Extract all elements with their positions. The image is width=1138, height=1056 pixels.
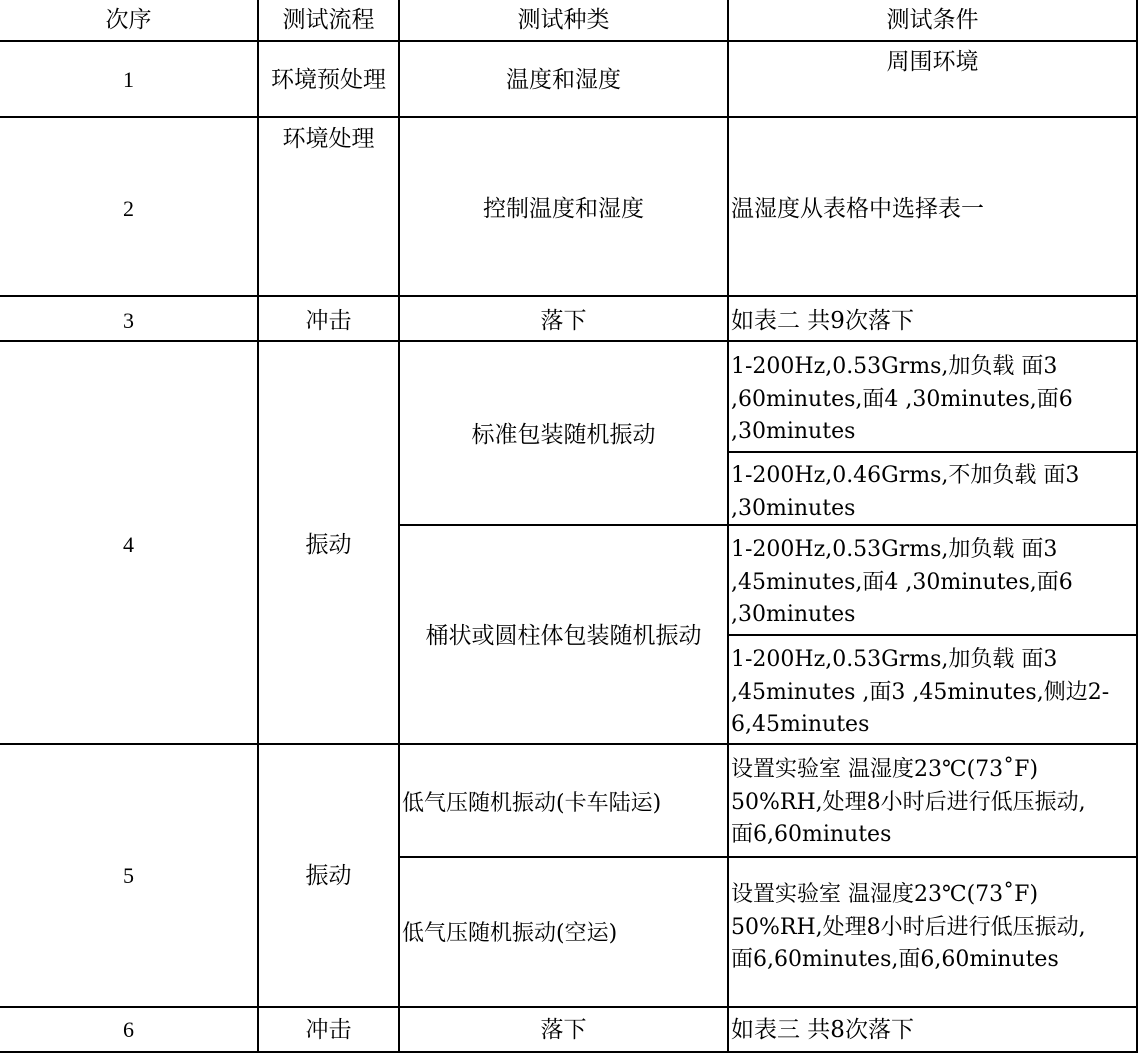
- row-4-order: 4: [123, 532, 134, 557]
- row-3-type: 落下: [540, 308, 587, 334]
- row-5-type-2: 低气压随机振动(空运): [402, 921, 618, 946]
- row-6-order: 6: [123, 1017, 134, 1042]
- row-4-type-2: 桶状或圆柱体包装随机振动: [425, 623, 702, 649]
- row-4-condition-2: 1-200Hz,0.46Grms,不加负载 面3 ,30minutes: [731, 463, 1080, 521]
- row-2-type: 控制温度和湿度: [483, 196, 644, 222]
- row-6-process: 冲击: [305, 1017, 352, 1043]
- row-5-condition-2: 设置实验室 温湿度23℃(73˚F) 50%RH,处理8小时后进行低压振动, 面6,60minutes,面6,60minutes: [731, 882, 1086, 972]
- row-5-process: 振动: [305, 863, 352, 889]
- row-2-conditions: 温湿度从表格中选择表一: [731, 196, 984, 222]
- row-3-conditions: 如表二 共9次落下: [731, 308, 914, 334]
- row-1-order: 1: [123, 67, 134, 92]
- header-process: 测试流程: [282, 7, 375, 33]
- row-4-process: 振动: [305, 532, 352, 558]
- rule: [728, 451, 1138, 453]
- rule: [0, 1006, 1138, 1008]
- rule: [0, 40, 1138, 42]
- row-2-process: 环境处理: [282, 126, 375, 152]
- header-type: 测试种类: [517, 7, 610, 33]
- rule: [728, 634, 1138, 636]
- rule: [727, 0, 729, 1053]
- header-order: 次序: [105, 7, 152, 33]
- rule: [398, 856, 1138, 858]
- row-4-condition-1: 1-200Hz,0.53Grms,加负载 面3 ,60minutes,面4 ,30minutes,面6 ,30minutes: [731, 354, 1073, 444]
- row-3-process: 冲击: [305, 308, 352, 334]
- rule: [257, 0, 259, 1053]
- row-4-type-1: 标准包装随机振动: [471, 422, 656, 448]
- row-5-order: 5: [123, 863, 134, 888]
- row-5-condition-1: 设置实验室 温湿度23℃(73˚F) 50%RH,处理8小时后进行低压振动, 面6,60minutes: [731, 757, 1086, 847]
- row-4-condition-3: 1-200Hz,0.53Grms,加负载 面3 ,45minutes,面4 ,30minutes,面6 ,30minutes: [731, 537, 1073, 627]
- row-4-condition-4: 1-200Hz,0.53Grms,加负载 面3 ,45minutes ,面3 ,45minutes,侧边2- 6,45minutes: [731, 647, 1110, 737]
- row-2-order: 2: [123, 196, 134, 221]
- rule: [0, 295, 1138, 297]
- row-6-type: 落下: [540, 1017, 587, 1043]
- rule: [0, 1051, 1138, 1053]
- row-5-type-1: 低气压随机振动(卡车陆运): [402, 791, 662, 816]
- rule: [0, 340, 1138, 342]
- rule: [398, 0, 400, 1053]
- row-1-process: 环境预处理: [271, 67, 386, 93]
- row-3-order: 3: [123, 308, 134, 333]
- header-conditions: 测试条件: [886, 7, 979, 33]
- row-1-type: 温度和湿度: [506, 67, 621, 93]
- row-1-conditions: 周围环境: [886, 49, 979, 75]
- row-6-conditions: 如表三 共8次落下: [731, 1017, 914, 1043]
- rule: [0, 743, 1138, 745]
- rule: [0, 116, 1138, 118]
